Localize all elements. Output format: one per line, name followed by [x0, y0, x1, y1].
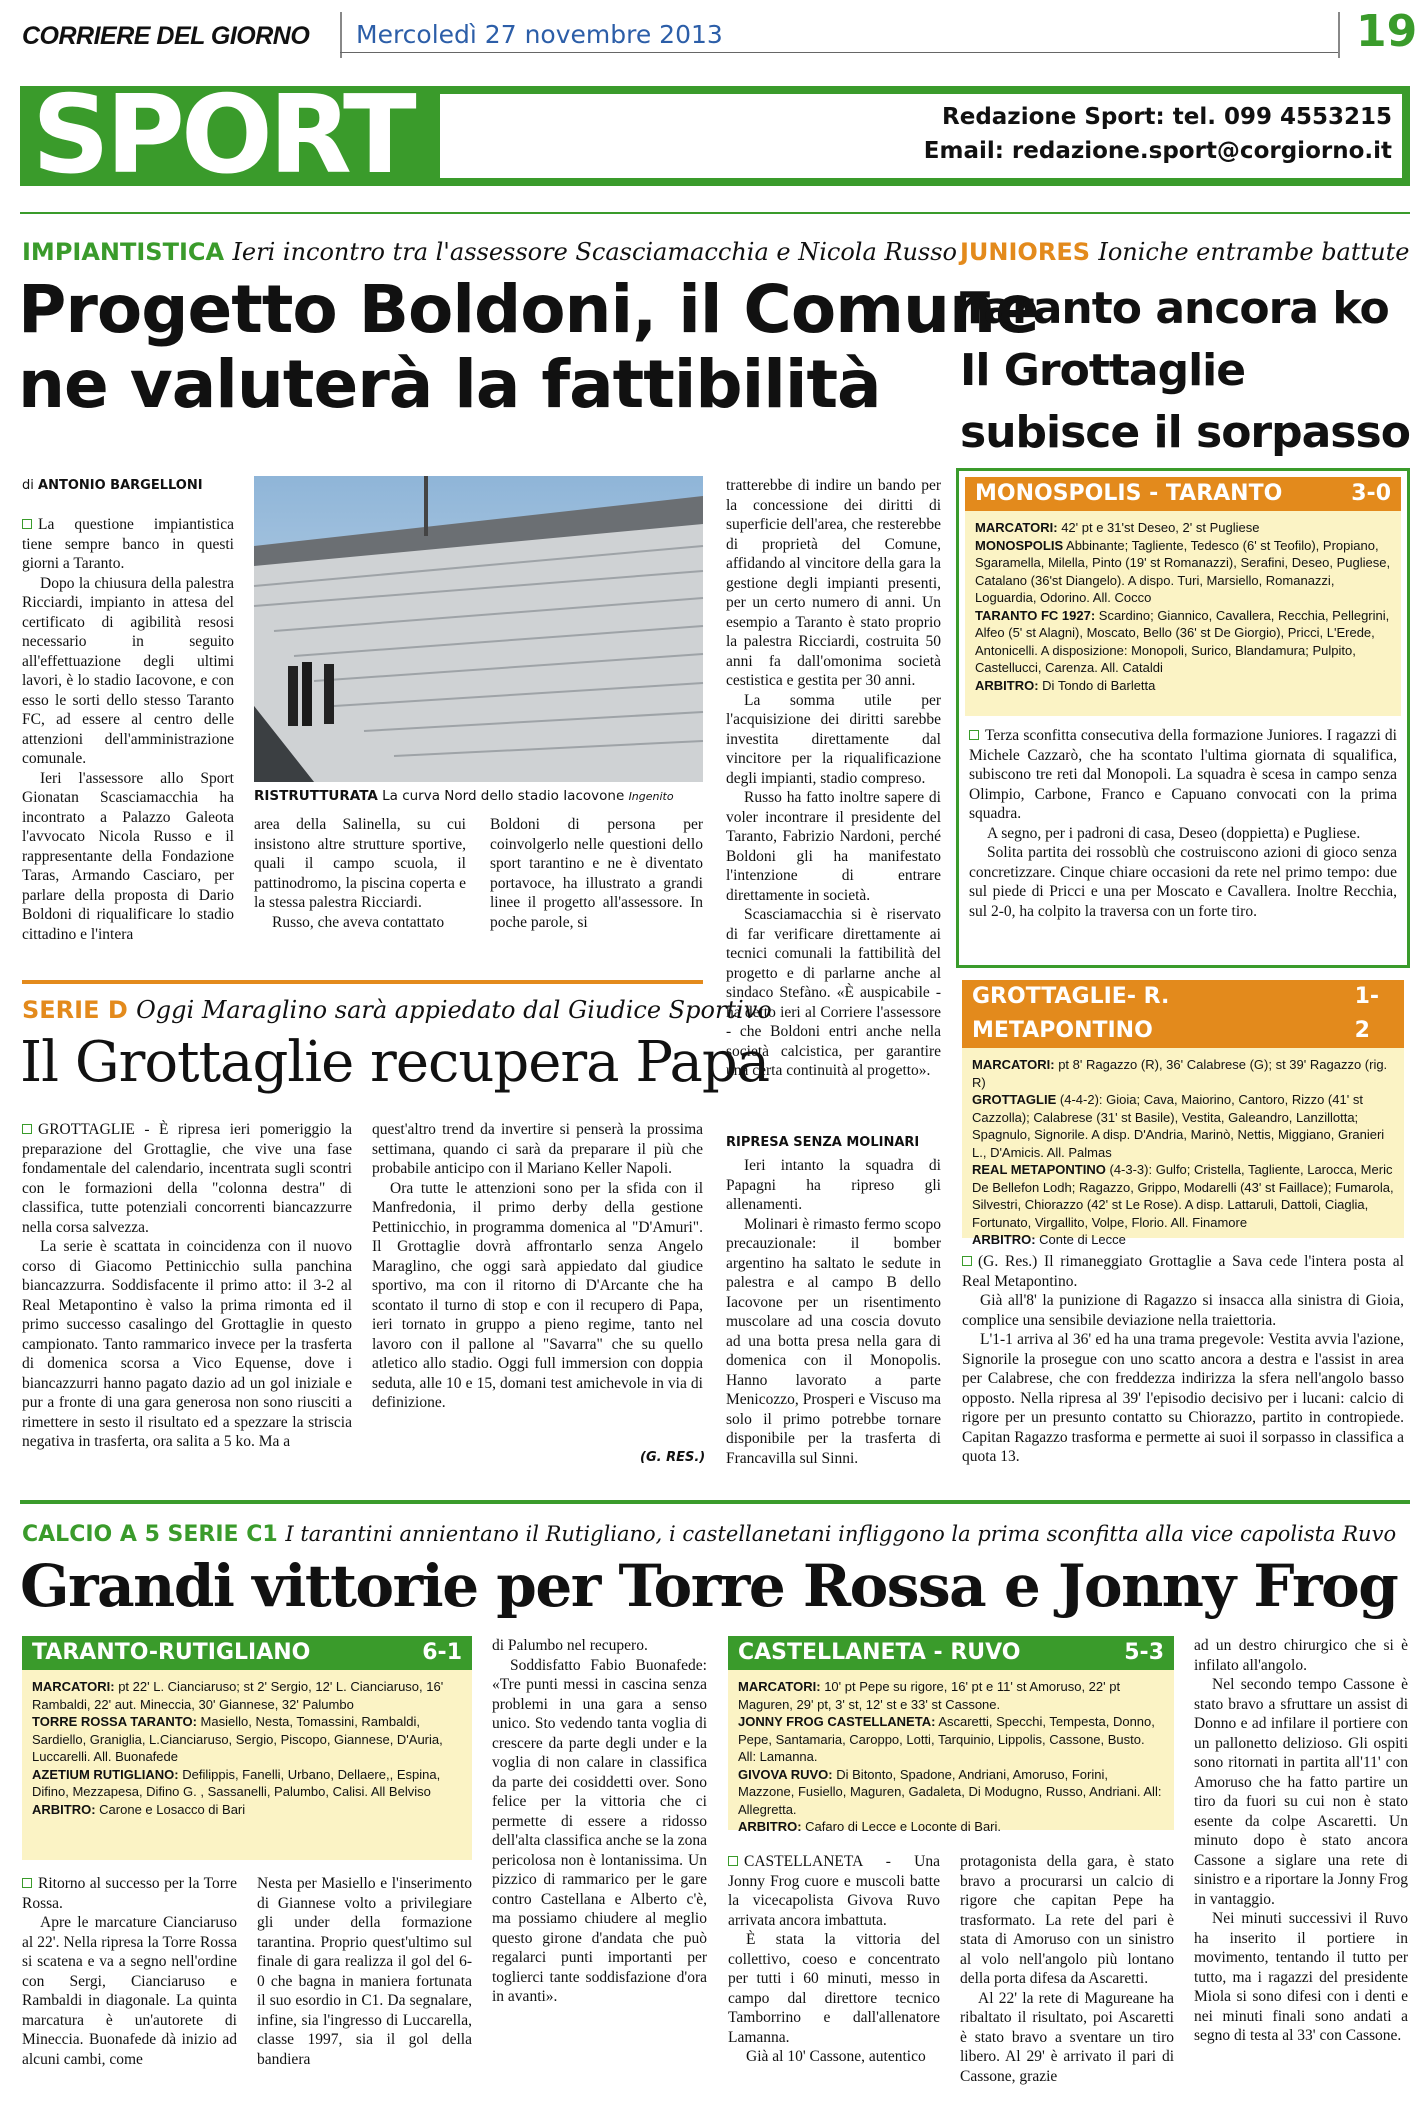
juniores-match1-score: 3-0 — [1351, 481, 1391, 506]
jr-m2-report-p1: (G. Res.) Il rimaneggiato Grottaglie a Sava cede l'intera posta al Real Metapontino. — [962, 1253, 1404, 1290]
juniores-match1-line1 — [975, 519, 1391, 537]
m2-label-3: REAL METAPONTINO — [972, 1162, 1106, 1177]
photo-caption-text: La curva Nord dello stadio Iacovone — [382, 788, 625, 804]
calcio5-kicker-line — [22, 1522, 1396, 1547]
c5m2-label-3: GIVOVA RUVO: — [738, 1766, 833, 1782]
calcio5-rule — [20, 1500, 1410, 1504]
boldoni-byline — [22, 478, 203, 493]
juniores-match2-bar — [962, 980, 1404, 1048]
contact-phone: Redazione Sport: tel. 099 4553215 — [942, 104, 1392, 130]
grottaglie-col1 — [22, 1120, 352, 1472]
c5-match1-bar — [22, 1636, 472, 1670]
m1-label-1: MARCATORI: — [975, 520, 1058, 535]
m1-label-4: ARBITRO: — [975, 677, 1039, 693]
juniores-kicker-line — [960, 238, 1409, 266]
c5-match2-line3 — [738, 1766, 1164, 1819]
byline-prefix: di — [22, 478, 34, 493]
m1-text-3: Scardino; Giannico, Cavallera, Recchia, Pellegrini, Alfeo (5' st Alagni), Moscato, Bello (36' st De Giorgio), Pricci, L'Erede, Antonicelli. A disposizione: Monopoli, Surico, Blandamura; Pulpito, Castellucci, Carenza. All. Cataldi — [975, 607, 1390, 675]
issue-date: Mercoledì 27 novembre 2013 — [356, 20, 723, 49]
juniores-headline — [960, 278, 1410, 464]
boldoni-col3-p4: Scasciamacchia si è riservato di far verificare direttamente ai tecnici comunali la fattibilità del progetto e di parlarne anche al sindaco Stefàno. «È auspicabile - ha detto ieri al Corriere l'assessore - che Boldoni entri anche nella società calcistica, per garantire una certa continuità al progetto». — [726, 906, 941, 1079]
c5-match2-block — [728, 1636, 1174, 1834]
c5m2-label-2: JONNY FROG CASTELLANETA: — [738, 1714, 936, 1729]
c5m2-label-1: MARCATORI: — [738, 1679, 821, 1694]
m1-label-3: TARANTO FC 1927: — [975, 607, 1096, 623]
c5-match2-line1 — [738, 1678, 1164, 1713]
section-banner — [20, 73, 1410, 198]
juniores-match2-line3 — [972, 1161, 1394, 1231]
c5m1-label-4: ARBITRO: — [32, 1801, 96, 1817]
juniores-match2-lineup — [962, 1048, 1404, 1247]
c5-match1-col2 — [257, 1874, 472, 2100]
c5-match1-score: 6-1 — [422, 1640, 462, 1665]
paragraph-square-icon — [962, 1256, 972, 1266]
m2-label-2: GROTTAGLIE — [972, 1092, 1057, 1107]
c5m1-label-2: TORRE ROSSA TARANTO: — [32, 1714, 197, 1729]
m2-label-1: MARCATORI: — [972, 1057, 1055, 1072]
c5m2-col1-p2: È stata la vittoria del collettivo, coeso e concentrato per tutti i 60 minuti, messo in campo dal direttore tecnico Tamborrino e dall'allenatore Lamanna. — [728, 1931, 940, 2046]
c5m1-label-1: MARCATORI: — [32, 1679, 115, 1694]
grottaglie-col2-p2: Ora tutte le attenzioni sono per la sfida con il Manfredonia, il primo derby della gestione Pettinicchio, in programma domenica al "D'Amuri". Il Grottaglie dovrà affrontarlo senza Angelo Maraglino, che oggi sarà appiedato dal giudice sportivo, ma con il ritorno di D'Arcante che ha scontato il turno di stop e con il recupero di Papa, ieri tornato in gruppo a pieno regime, tanto nel lavoro con il pallone al "Savarra" che su quello atletico allo stadio. Oggi full immersion con doppia seduta, alle 10 e 15, domani test amichevole in via di definizione. — [372, 1179, 703, 1411]
boldoni-col2a-p2: Russo, che aveva contattato — [272, 913, 445, 931]
c5m2-col3-p2: Nel secondo tempo Cassone è stato bravo a sfruttare un assist di Donno e ad infilare il portiere con un pallonetto delizioso. Gli ospiti sono ritornati in partita all'11' con Amoruso che ha fatto partire un tiro da fuori su cui non è stato esente da colpe Ascaretti. Un minuto dopo è stato ancora Cassone a siglare una rete di sinistro e a riportare la Jonny Frog in vantaggio. — [1194, 1676, 1408, 1908]
boldoni-col3-p1: tratterebbe di indire un bando per la concessione dei diritti di superficie dell'area, che resterebbe di proprietà del Comune, affidando al vincitore della gara la gestione degli impianti presenti, per un certo numero di anni. Un esempio a Taranto è stato proprio la palestra Ricciardi, costruita 50 anni fa dall'omonima società cestistica e gestita per 30 anni. — [726, 477, 941, 689]
c5m2-text-4: Cafaro di Lecce e Loconte di Bari. — [805, 1819, 1002, 1834]
m2-label-4: ARBITRO: — [972, 1232, 1036, 1247]
photo-caption — [254, 788, 703, 804]
paragraph-square-icon — [22, 1124, 32, 1134]
boldoni-col1-p2: Dopo la chiusura della palestra Ricciardi, impianto in attesa del certificato di agibilità resosi necessario in seguito all'effettuazione degli ultimi lavori, è lo stadio Iacovone, e con esso le sorti dello stesso Taranto FC, ad essere al centro delle attenzioni dell'amministrazione comunale. — [22, 574, 234, 767]
juniores-match2-block — [962, 980, 1404, 1502]
jr-m2-report-p2: Già all'8' la punizione di Ragazzo si insacca alla sinistra di Gioia, complice una sensibile deviazione nella traiettoria. — [962, 1292, 1404, 1329]
juniores-match2-report — [962, 1252, 1404, 1502]
c5-match1-col1 — [22, 1874, 237, 2100]
c5-match1-line1 — [32, 1678, 462, 1713]
boldoni-col3-p3: Russo ha fatto inoltre sapere di voler incontrare il presidente del Taranto, Fabrizio Nardoni, perché Boldoni gli ha manifestato l'intenzione di entrare direttamente in società. — [726, 789, 941, 904]
boldoni-headline-line1: Progetto Boldoni, il Comune — [18, 271, 1039, 348]
c5m1-label-3: AZETIUM RUTIGLIANO: — [32, 1766, 179, 1782]
brief-subhead: RIPRESA SENZA MOLINARI — [726, 1135, 920, 1150]
juniores-match1-report — [969, 726, 1397, 946]
c5m2-col2-p1: protagonista della gara, è stato bravo a procurarsi un calcio di rigore che capitan Pepe ha trasformato. La rete del pari è stata di Amoruso con un sinistro al volo nell'angolo più lontano della porta difesa da Ascaretti. — [960, 1853, 1174, 1987]
c5-match1-col3 — [492, 1636, 707, 2100]
c5m1-col3-p1: di Palumbo nel recupero. — [492, 1637, 648, 1654]
c5-match1-line3 — [32, 1766, 462, 1801]
c5m2-col1-p1: CASTELLANETA - Una Jonny Frog cuore e muscoli batte la vicecapolista Givova Ruvo arrivata ancora imbattuta. — [728, 1853, 940, 1929]
c5-match1-line2 — [32, 1713, 462, 1766]
c5-match2-title: CASTELLANETA - RUVO — [738, 1640, 1021, 1665]
calcio5-kicker-sub: I tarantini annientano il Rutigliano, i castellanetani infliggono la prima sconfitta alla vice capolista Ruvo — [285, 1522, 1397, 1546]
c5-match1-lineup — [22, 1670, 472, 1860]
masthead-divider-right — [1338, 12, 1340, 58]
boldoni-col1 — [22, 515, 234, 945]
byline-name: ANTONIO BARGELLONI — [38, 478, 203, 493]
juniores-kicker-sub: Ioniche entrambe battute — [1098, 238, 1410, 266]
jr-m1-report-p3: Solita partita dei rossoblù che costruiscono azioni di gioco senza concretizzare. Cinque chiare occasioni da rete nel primo tempo: due sul piede di Pricci e una per Moscato e Cavallera. Inoltre Recchia, sul 2-0, ha colpito la traversa con un forte tiro. — [969, 844, 1397, 920]
brief-p1: Ieri intanto la squadra di Papagni ha ripreso gli allenamenti. — [726, 1157, 941, 1213]
c5m1-text-4: Carone e Losacco di Bari — [99, 1801, 246, 1817]
paragraph-square-icon — [728, 1856, 738, 1866]
c5m2-col3-p3: Nei minuti successivi il Ruvo ha inserito il portiere in movimento, tentando il tutto per tutto, ma i ragazzi del presidente Miola si sono difesi con i denti e nei minuti finali sono andati a segno di testa al 33' con Cassone. — [1194, 1910, 1408, 2044]
juniores-match1-title: MONOSPOLIS - TARANTO — [975, 481, 1283, 506]
grottaglie-col2-p1: quest'altro trend da invertire si penserà la prossima settimana, quando ci sarà da preparare il più che probabile anticipo con il Mariano Keller Napoli. — [372, 1121, 703, 1177]
juniores-match2-line4 — [972, 1231, 1394, 1249]
grottaglie-col1-p2: La serie è scattata in coincidenza con il nuovo corso di Giacomo Pettinicchio sulla panchina biancazzurra. Soddisfacente il primo atto: il 3-2 al Real Metapontino è valso la prima rimonta ed il primo successo casalingo del Grottaglie in questo campionato. Tanto rammarico invece per la trasferta di domenica scorsa a Vico Equense, dove i biancazzurri hanno pagato dazio ad un gol iniziale e pur a fronte di una gara generosa non sono riusciti a rimettere in sesto il risultato ed a spezzare la striscia negativa in trasferta, ora salita a 5 ko. Ma a — [22, 1238, 352, 1450]
c5-match1-block — [22, 1636, 472, 1860]
c5m1-text-2: Masiello, Nesta, Tomassini, Rambaldi, Sardiello, Graniglia, L.Cianciaruso, Sergio, Piscopo, Giannese, D'Auria, Luccarelli. All. Buonafede — [32, 1714, 443, 1764]
m1-label-2: MONOSPOLIS — [975, 537, 1064, 553]
m2-text-3: (4-3-3): Gulfo; Cristella, Tagliente, Larocca, Meric De Bellefon Lodh; Ragazzo, Grippo, Modarelli (43' st Faillace); Fumarola, Silvestri, Chiorazzo (42' st Le Rose). A disp. Lattaruli, Dattoli, Ciaglia, Fortunato, Virgallito, Volpe, Florio. All. Finamore — [972, 1162, 1394, 1230]
juniores-match2-score: 1-2 — [1354, 984, 1380, 1043]
c5m2-col1-p3: Già al 10' Cassone, autentico — [746, 2048, 926, 2065]
c5-match2-bar — [728, 1636, 1174, 1670]
calcio5-headline: Grandi vittorie per Torre Rossa e Jonny Frog — [20, 1552, 1398, 1620]
stadium-photo — [254, 476, 703, 782]
grottaglie-headline: Il Grottaglie recupera Papa — [20, 1030, 770, 1095]
boldoni-col2a — [254, 815, 466, 945]
masthead — [0, 0, 1425, 75]
boldoni-headline — [18, 271, 1039, 424]
masthead-rule — [340, 52, 1340, 53]
c5m2-col2-p2: Al 22' la rete di Magureane ha ribaltato il risultato, poi Ascaretti è stato bravo a sventare un tiro libero. Al 29' è arrivato il pari di Cassone, grazie — [960, 1989, 1174, 2085]
c5-match1-line4 — [32, 1801, 462, 1819]
juniores-match1-line2 — [975, 537, 1391, 607]
juniores-headline-line2: Il Grottaglie — [960, 345, 1246, 396]
c5-match2-col1 — [728, 1852, 940, 2100]
c5m2-col3-p1: ad un destro chirurgico che si è infilato all'angolo. — [1194, 1637, 1408, 1674]
grottaglie-col1-p1: GROTTAGLIE - È ripresa ieri pomeriggio la preparazione del Grottaglie, che vive una fase fondamentale del calendario, incentrata sugli scontri con le formazioni della "colonna destra" di classifica, tutte potenziali concorrenti biancazzurre nella corsa salvezza. — [22, 1121, 352, 1236]
c5m1-col1-p1: Ritorno al successo per la Torre Rossa. — [22, 1875, 237, 1912]
jr-m1-report-p1: Terza sconfitta consecutiva della formazione Juniores. I ragazzi di Michele Cazzarò, che ha scontato l'ultima giornata di squalifica, subiscono tre reti dal Monopoli. La squadra è scesa in campo senza Olimpio, Carbone, Franco e Capuano convocati con la prima squadra. — [969, 727, 1397, 822]
serie-d-kicker-sub: Oggi Maraglino sarà appiedato dal Giudice Sportivo — [136, 996, 772, 1024]
juniores-match2-title: GROTTAGLIE- R. METAPONTINO — [972, 984, 1170, 1043]
jr-m1-report-p2: A segno, per i padroni di casa, Deseo (doppietta) e Pugliese. — [987, 824, 1361, 842]
c5m2-text-1: 10' pt Pepe su rigore, 16' pt e 11' st Amoruso, 22' pt Maguren, 29' pt, 3' st, 12' st e 33' st Cassone. — [738, 1679, 1121, 1712]
m2-text-1: pt 8' Ragazzo (R), 36' Calabrese (G); st 39' Ragazzo (rig. R) — [972, 1057, 1388, 1090]
boldoni-headline-line2: ne valuterà la fattibilità — [18, 346, 881, 424]
juniores-headline-line1: Taranto ancora ko — [960, 283, 1389, 334]
juniores-match2-line1 — [972, 1056, 1394, 1091]
m1-text-4: Di Tondo di Barletta — [1042, 677, 1156, 693]
grottaglie-col2 — [372, 1120, 703, 1450]
paragraph-square-icon — [969, 730, 979, 740]
c5m2-text-2: Ascaretti, Specchi, Tempesta, Donno, Pepe, Santamaria, Caroppo, Lotti, Tarquinio, Lippolis, Cassone, Busto. All: Lamanna. — [738, 1714, 1155, 1764]
c5m2-text-3: Di Bitonto, Spadone, Andriani, Amoruso, Forini, Mazzone, Fusiello, Maguren, Gadaleta, Di Modugno, Russo, Andriani. All: Allegretta. — [738, 1766, 1162, 1817]
c5-match2-score: 5-3 — [1124, 1640, 1164, 1665]
m1-text-1: 42' pt e 31'st Deseo, 2' st Pugliese — [1061, 520, 1260, 535]
juniores-headline-line3: subisce il sorpasso — [960, 407, 1410, 458]
juniores-match1-bar — [965, 477, 1401, 511]
paragraph-square-icon — [22, 519, 32, 529]
c5-match2-line4 — [738, 1818, 1164, 1836]
contact-box — [440, 94, 1402, 178]
boldoni-kicker: IMPIANTISTICA — [22, 238, 225, 266]
contact-email: Email: redazione.sport@corgiorno.it — [923, 138, 1392, 164]
paragraph-square-icon — [22, 1878, 32, 1888]
stadium-image — [254, 476, 703, 782]
c5-match1-title: TARANTO-RUTIGLIANO — [32, 1640, 311, 1665]
juniores-match2-line2 — [972, 1091, 1394, 1161]
page-number: 19 — [1356, 6, 1418, 57]
serie-d-kicker-line — [22, 996, 772, 1024]
grottaglie-signature: (G. RES.) — [640, 1450, 706, 1465]
c5m1-col2-p1: Nesta per Masiello e l'inserimento di Giannese volto a privilegiare gli under della formazione tarantina. Proprio quest'ultimo sul finale di gara realizza il gol del 6-0 che bagna in maniera fortunata il suo esordio in C1. Da segnalare, infine, sia l'ingresso di Luccarella, classe 1997, sia il gol della bandiera — [257, 1875, 472, 2068]
c5m1-text-1: pt 22' L. Cianciaruso; st 2' Sergio, 12' L. Cianciaruso, 16' Rambaldi, 22' aut. Mineccia, 30' Giannese, 32' Palumbo — [32, 1679, 444, 1712]
boldoni-col3-p2: La somma utile per l'acquisizione dei diritti sarebbe investita direttamente dal vincitore per la riqualificazione degli impianti, stadio compreso. — [726, 691, 941, 787]
brief-p2: Molinari è rimasto fermo scopo precauzionale: il bomber argentino ha saltato le sedute in palestra e al campo B dello Iacovone per un risentimento muscolare ad una coscia dovuto ad una botta presa nella gara di domenica con il Monopolis. Hanno lavorato a parte Menicozzo, Prosperi e Viscuso ma solo il primo potrebbe tornare disponibile per la trasferta di Francavilla sul Sinni. — [726, 1215, 941, 1467]
c5-match2-line2 — [738, 1713, 1164, 1766]
section-title: SPORT — [32, 73, 413, 198]
m1-text-2: Abbinante; Tagliente, Tedesco (6' st Teofilo), Propiano, Sgaramella, Milella, Pinto (19' st Romanazzi), Serafini, Deseo, Pugliese, Catalano (36'st Diangelo). A dispo. Turi, Marsiello, Romanazzi, Loguardia, Odorino. All. Cocco — [975, 537, 1391, 605]
c5m1-text-3: Defilippis, Fanelli, Urbano, Dellaere,, Espina, Difino, Mezzapesa, Difino G. , Sassanelli, Palumbo, Calisi. All Belviso — [32, 1766, 441, 1799]
c5m2-label-4: ARBITRO: — [738, 1819, 802, 1834]
c5-match2-lineup — [728, 1670, 1174, 1834]
boldoni-col1-p3: Ieri l'assessore allo Sport Gionatan Scasciamacchia ha incontrato a Palazzo Galeota l'avvocato Nicola Russo e il rappresentante della Fondazione Taras, Armando Casciaro, per parlare della proposta di Dario Boldoni di riqualificare lo stadio cittadino e l'intera — [22, 769, 234, 943]
m2-text-4: Conte di Lecce — [1039, 1232, 1126, 1247]
boldoni-col2b — [490, 815, 703, 945]
boldoni-kicker-sub: Ieri incontro tra l'assessore Scasciamacchia e Nicola Russo — [232, 238, 958, 266]
juniores-match1-lineup — [965, 511, 1401, 716]
photo-credit: Ingenito — [628, 790, 674, 803]
juniores-kicker: JUNIORES — [960, 238, 1090, 266]
jr-m2-report-p3: L'1-1 arriva al 36' ed ha una trama pregevole: Vestita avvia l'azione, Signorile la prosegue con uno scatto ancora a destra e l'assist in area per Calabrese, che con freddezza indirizza la sfera nell'angolo basso opposto. Nella ripresa al 39' l'episodio decisivo per i lucani: calcio di rigore per un presunto contatto su Chiorazzo, partito in contropiede. Capitan Ragazzo trasforma e permette ai suoi il sorpasso in classifica a quota 13. — [962, 1331, 1404, 1465]
boldoni-kicker-line — [22, 238, 957, 266]
banner-rule — [20, 212, 1410, 214]
serie-d-kicker: SERIE D — [22, 996, 128, 1024]
paper-name: CORRIERE DEL GIORNO — [22, 22, 310, 50]
c5m1-col1-p2: Apre le marcature Cianciaruso al 22'. Nella ripresa la Torre Rossa si scatena e va a segno nell'ordine con Sergi, Cianciaruso e Rambaldi in diagonale. La quinta marcatura è un'autorete di Mineccia. Buonafede dà inizio ad alcuni cambi, come — [22, 1914, 237, 2068]
brief-body — [726, 1156, 941, 1476]
boldoni-col2b-p1: Boldoni di persona per coinvolgerlo nelle questioni dello sport tarantino e ne è diventato portavoce, ha illustrato a grandi linee il progetto all'assessore. In poche parole, si — [490, 816, 703, 931]
juniores-match1-line4 — [975, 677, 1391, 695]
c5-match2-col2 — [960, 1852, 1174, 2100]
m2-text-2: (4-4-2): Gioia; Cava, Maiorino, Cantoro, Rizzo (41' st Cazzolla); Calabrese (31' st Basile), Vestita, Galeandro, Lanzillotta; Spagnulo, Signorile. A disp. D'Andria, Marinò, Nettis, Miggiano, Granieri L., D'Amicis. All. Palmas — [972, 1092, 1385, 1160]
serie-d-rule — [22, 980, 703, 984]
juniores-match1-frame — [956, 468, 1410, 968]
calcio5-kicker: CALCIO A 5 SERIE C1 — [22, 1522, 278, 1547]
photo-caption-label: RISTRUTTURATA — [254, 788, 378, 804]
c5m1-col3-p2: Soddisfatto Fabio Buonafede: «Tre punti messi in cascina senza problemi in una gara a senso unico. Sto vedendo tanta voglia di crescere da parte degli under e la voglia di non calare in classifica da parte dei cosiddetti over. Sono felice per la vittoria che ci permette di essere a ridosso dell'alta classifica anche se la zona pericolosa non è lontanissima. Un pizzico di rammarico per le gare contro Castellana e Alberto c'è, ma possiamo chiudere al meglio questo girone d'andata che può regalarci punti importanti per toglierci tante soddisfazione d'ora in avanti». — [492, 1656, 707, 2005]
juniores-match1-line3 — [975, 607, 1391, 677]
boldoni-col1-p1: La questione impiantistica tiene sempre banco in questi giorni a Taranto. — [22, 516, 234, 572]
boldoni-col2a-p1: area della Salinella, su cui insistono altre strutture sportive, quali il campo scuola, il pattinodromo, la piscina coperta e la stessa palestra Ricciardi. — [254, 816, 466, 911]
c5-match2-col3 — [1194, 1636, 1408, 2100]
